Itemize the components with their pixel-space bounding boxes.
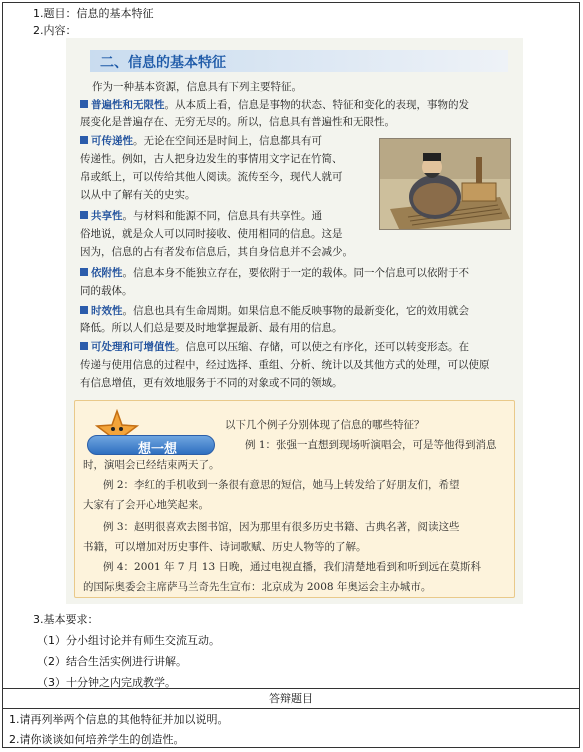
example-line: 的国际奥委会主席萨马兰奇先生宣布：北京成为 2008 年奥运会主办城市。 [83,581,432,593]
square-bullet-icon [80,342,88,350]
requirement-item: （3）十分钟之内完成教学。 [37,676,176,689]
requirement-item: （1）分小组讨论并有师生交流互动。 [37,634,220,647]
topic-line: 1.题目：信息的基本特征 [33,7,154,20]
qa-title: 答辩题目 [269,692,313,705]
feature-text: 因为，信息的占有者发布信息后，其自身信息并不会减少。 [80,246,353,258]
example-line: 例 3：赵明很喜欢去图书馆，因为那里有很多历史书籍、古典名著，阅读这些 [103,521,460,533]
example-line: 例 1：张强一直想到现场听演唱会，可是等他得到消息 [245,439,497,451]
example-line: 大家有了会开心地笑起来。 [83,499,209,511]
square-bullet-icon [80,306,88,314]
feature-text: 展变化是普遍存在、无穷无尽的。所以，信息具有普遍性和无限性。 [80,116,395,128]
feature-text: 有信息增值，更有效地服务于不同的对象或不同的领域。 [80,377,343,389]
feature-text: 以从中了解有关的史实。 [80,189,196,201]
feature-text: 降低。所以人们总是要及时地掌握最新、最有用的信息。 [80,322,343,334]
think-label-pill [87,435,215,455]
feature-sharing: 共享性。与材料和能源不同，信息具有共享性。通 [80,210,322,223]
square-bullet-icon [80,211,88,219]
example-line: 例 4：2001 年 7 月 13 日晚，通过电视直播，我们清楚地看到和听到远在莫斯科 [103,561,481,573]
example-line: 书籍，可以增加对历史事件、诗词歌赋、历史人物等的了解。 [83,541,367,553]
think-label: 想一想 [138,442,178,457]
document-table [2,2,580,748]
think-question: 以下几个例子分别体现了信息的哪些特征？ [225,419,425,431]
square-bullet-icon [80,268,88,276]
feature-universality: 普遍性和无限性。从本质上看，信息是事物的状态、特征和变化的表现，事物的发 [80,99,469,112]
table-divider [3,688,579,689]
section-title: 二、信息的基本特征 [100,55,226,71]
feature-timeliness: 时效性。信息也具有生命周期。如果信息不能反映事物的最新变化，它的效用就会 [80,305,469,318]
example-line: 例 2：李红的手机收到一条很有意思的短信，她马上转发给了好朋友们，希望 [103,479,460,491]
feature-text: 同的载体。 [80,285,133,297]
feature-text: 传递与使用信息的过程中，经过选择、重组、分析、统计以及其他方式的处理，可以使原 [80,359,490,371]
square-bullet-icon [80,100,88,108]
textbook-page [66,38,523,604]
feature-transferability: 可传递性。无论在空间还是时间上，信息都具有可 [80,135,322,148]
intro-text: 作为一种基本资源，信息具有下列主要特征。 [92,81,302,93]
qa-item: 1.请再列举两个信息的其他特征并加以说明。 [9,713,229,726]
feature-processability: 可处理和可增值性。信息可以压缩、存储，可以使之有序化，还可以转变形态。在 [80,341,469,354]
table-divider [3,708,579,709]
requirements-title: 3.基本要求： [33,613,99,626]
feature-text: 帛或纸上，可以传给其他人阅读。流传至今，现代人就可 [80,171,343,183]
qa-item: 2.请你谈谈如何培养学生的创造性。 [9,733,185,746]
feature-dependency: 依附性。信息本身不能独立存在，要依附于一定的载体。同一个信息可以依附于不 [80,267,469,280]
section-title-band [90,50,508,72]
think-box [74,400,515,598]
content-label: 2.内容： [33,24,77,37]
requirement-item: （2）结合生活实例进行讲解。 [37,655,187,668]
feature-text: 传递性。例如，古人把身边发生的事情用文字记在竹简、 [80,153,343,165]
ancient-scholar-illustration [379,138,511,230]
example-line: 时，演唱会已经结束两天了。 [83,459,220,471]
square-bullet-icon [80,136,88,144]
feature-text: 俗地说，就是众人可以同时接收、使用相同的信息。这是 [80,228,343,240]
